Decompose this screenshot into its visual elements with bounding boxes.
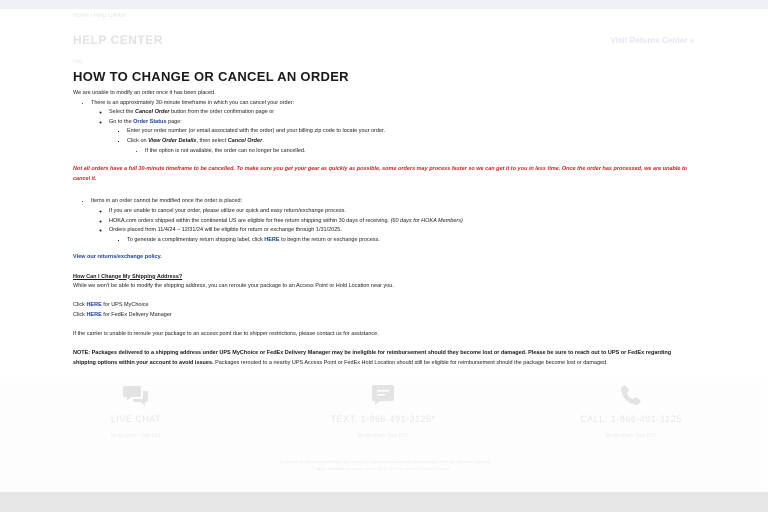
contact-section: [0, 376, 768, 492]
intro-text: We are unable to modify an order once it has been placed.: [73, 90, 216, 96]
order-status-link[interactable]: Order Status: [133, 118, 167, 125]
fedex-here-link[interactable]: HERE: [86, 311, 102, 318]
list-item: ◦ Go to the Order Status page: ▪ Enter your order number (or email associated with the order) and your billing zip code to locate your order. ▪ Click on View Order Details, then select Cancel Order. • If the option is not available, the order can no longer be cancelled.: [109, 118, 693, 156]
chat-bubbles-icon: [123, 384, 149, 406]
footer-strip: [0, 492, 768, 512]
list-item: • Items in an order cannot be modified once the order is placed: ◦ If you are unable to cancel your order, please utilize our quick and easy return/exchange process. ◦ HOKA.com orders shipped within the continental US are eligible for free return shipping within 30 days of receiving. (60 days for HOKA Members) ◦ Orders placed from 11/4/24 – 12/31/24 will be eligible for return or exchange through 1/31/2025. ▪ To generate a complimentary return shipping label, click HERE to begin the return or exchange process.: [91, 197, 693, 245]
top-strip: [0, 0, 768, 9]
visit-returns-center-link[interactable]: Visit Returns Center »: [610, 36, 694, 45]
list-item: ▪ Click on View Order Details, then select Cancel Order. • If the option is not available, the order can no longer be cancelled.: [127, 137, 693, 156]
help-center-title: HELP CENTER: [73, 33, 163, 47]
cancel-list: [73, 99, 693, 157]
breadcrumb[interactable]: Home / Help Center: [73, 13, 127, 19]
return-here-link[interactable]: HERE: [264, 236, 280, 243]
cancel-order-text: Cancel Order: [135, 109, 170, 116]
list-item: ▪ Enter your order number (or email associated with the order) and your billing zip code to locate your order.: [127, 127, 693, 137]
text-label[interactable]: TEXT: 1-866-491-3125*: [330, 414, 436, 424]
list-item: ▪ To generate a complimentary return shipping label, click HERE to begin the return or exchange process.: [127, 236, 693, 246]
live-chat-block[interactable]: [36, 384, 236, 439]
ups-line: Click HERE for UPS MyChoice: [73, 302, 149, 309]
call-hours: M–Su 10am–7pm EST: [605, 433, 657, 439]
faq-tag: FAQ: [73, 59, 84, 65]
modify-list: [73, 197, 693, 245]
shipping-address-heading: How Can I Change My Shipping Address?: [73, 273, 183, 280]
text-block[interactable]: [283, 384, 483, 439]
ups-here-link[interactable]: HERE: [86, 302, 102, 309]
list-item: • There is an approximately 30-minute timeframe in which you can cancel your order: ◦ Select the Cancel Order button from the order confirmation page or ◦ Go to the Order Status page: ▪ Enter your order number (or email associated with the order) and your billing zip code to locate your order. ▪ Click on View Order Details, then select Cancel Order. • If the option is not available, the order can no longer be cancelled.: [91, 99, 693, 157]
note-text: NOTE: Packages delivered to a shipping address under UPS MyChoice or FedEx Delivery Manager may be ineligible for reimbursement should they become lost or damaged. Please be sure to reach out to UPS or FedEx regarding shipping options within your account to avoid issues. Packages rerouted to a nearby UPS Access Point or FedEx Hold Location should still be eligible for reimbursement should the package become lost or damaged.: [73, 350, 672, 366]
chat-hours: M–Su 10am–7pm EST: [110, 433, 162, 439]
list-item: • If the option is not available, the order can no longer be cancelled.: [145, 147, 693, 157]
list-item: ◦ Select the Cancel Order button from the order confirmation page or: [109, 108, 693, 118]
page-title: HOW TO CHANGE OR CANCEL AN ORDER: [73, 69, 349, 84]
call-label[interactable]: CALL: 1-866-491-3125: [580, 414, 682, 424]
list-item: ◦ HOKA.com orders shipped within the continental US are eligible for free return shipping within 30 days of receiving. (60 days for HOKA Members): [109, 217, 693, 227]
list-item: ◦ Orders placed from 11/4/24 – 12/31/24 will be eligible for return or exchange through 1/31/2025. ▪ To generate a complimentary return shipping label, click HERE to begin the return or exchange process.: [109, 226, 693, 245]
carrier-text: If the carrier is unable to reroute your package to an access point due to shipper restrictions, please contact us for assistance.: [73, 331, 379, 338]
view-policy-link[interactable]: View our returns/exchange policy.: [73, 254, 162, 261]
text-hours: M–Su 10am–7pm EST: [357, 433, 409, 439]
message-icon: [372, 384, 394, 406]
fedex-line: Click HERE for FedEx Delivery Manager: [73, 311, 172, 318]
article: [73, 69, 693, 368]
reroute-text: While we won't be able to modify the shipping address, you can reroute your package to an Access Point or Hold Location near you.: [73, 283, 394, 290]
phone-icon: [620, 384, 642, 406]
live-chat-label[interactable]: LIVE CHAT: [110, 414, 162, 424]
list-item: ◦ If you are unable to cancel your order, please utilize our quick and easy return/exchange process.: [109, 207, 693, 217]
call-block[interactable]: [531, 384, 731, 439]
warning-text: Not all orders have a full 30-minute timeframe to be cancelled. To make sure you get your gear as quickly as possible, some orders may process faster so we can get it to you in less time. Once the order has processed, we are unable to cancel it.: [73, 166, 688, 182]
text-disclaimer: * By texting us, you are consenting to text message support, messages may be automated. Message and data rates may apply. Message frequency varies. Reply HELP for help and STOP to cancel.: [277, 459, 491, 471]
